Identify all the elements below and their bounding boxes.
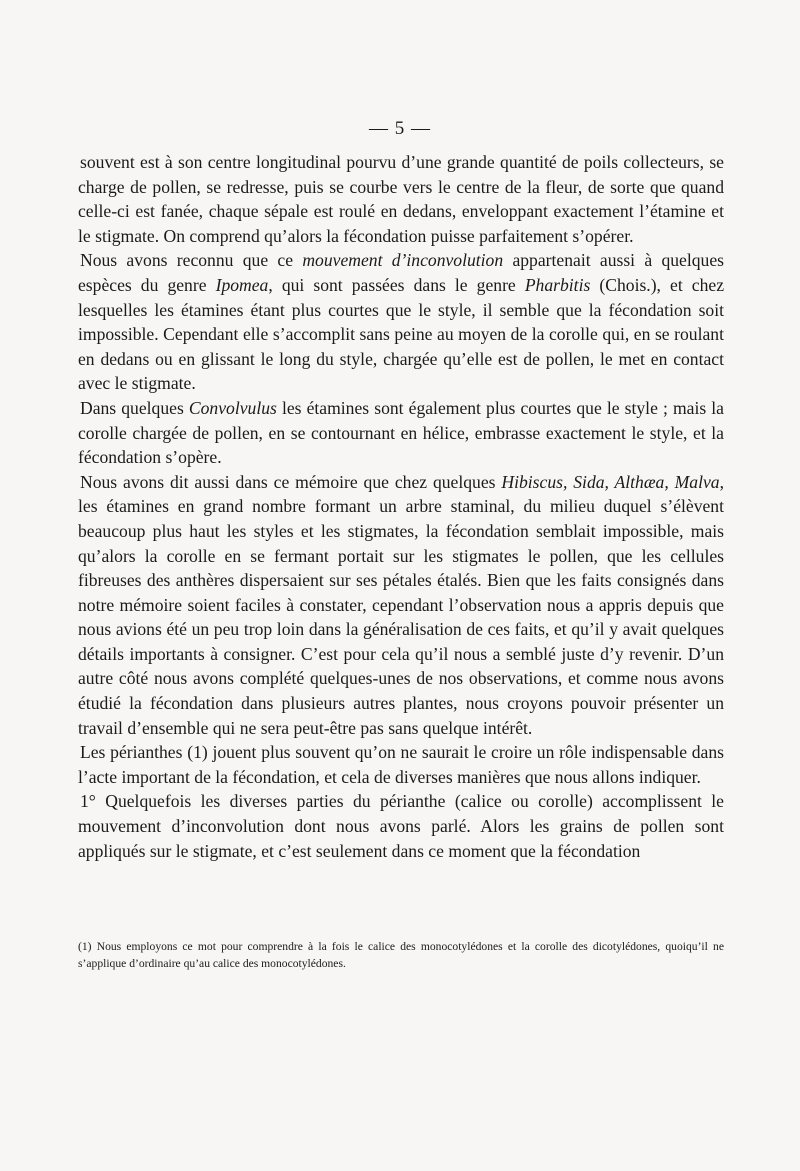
italic-term: Hibiscus, Sida, Althæa, Malva bbox=[501, 471, 720, 492]
paragraph-6 bbox=[78, 789, 724, 863]
page-number: — 5 — bbox=[369, 118, 431, 139]
paragraph-text: souvent est à son centre longitudinal pourvu d’une grande quantité de poils collecteurs, se charge de pollen, se redresse, puis se courbe vers le centre de la fleur, de sorte que quand celle-ci est fanée, chaque sépale est roulé en dedans, enveloppant exactement l’étamine et le stigmate. On comprend qu’alors la fécondation puisse parfaitement s’opérer. bbox=[78, 152, 724, 246]
paragraph-text: 1° Quelquefois les diverses parties du périanthe (calice ou corolle) accomplissent le mouvement d’inconvolution dont nous avons parlé. Alors les grains de pollen sont appliqués sur le stigmate, et c’est seulement dans ce moment que la fécondation bbox=[78, 791, 724, 861]
italic-term: Pharbitis bbox=[524, 274, 591, 295]
paragraph-text: (Chois.), et chez lesquelles les étamines étant plus courtes que le style, il semble que la fécondation soit impossible. Cependant elle s’accomplit sans peine au moyen de la corolle qui, en se roulant en dedans ou en glissant le long du style, chargée qu’elle est de pollen, le met en contact avec le stigmate. bbox=[78, 274, 725, 394]
paragraph-4 bbox=[78, 470, 724, 741]
paragraph-text: les étamines sont également plus courtes que le style ; mais la corolle chargée de pollen, en se contournant en hélice, embrasse exactement le style, et la fécondation s’opère. bbox=[78, 397, 724, 468]
paragraph-3 bbox=[78, 396, 724, 470]
paragraph-text: Nous avons dit aussi dans ce mémoire que chez quelques bbox=[80, 471, 502, 492]
footnote-text: (1) Nous employons ce mot pour comprendre à la fois le calice des monocotylédones et la corolle des dicotylédones, quoiqu’il ne s’applique d’ordinaire qu’au calice des monocotylédones. bbox=[78, 940, 724, 970]
body-text bbox=[78, 150, 724, 863]
paragraph-text: Les périanthes (1) jouent plus souvent qu’on ne saurait le croire un rôle indispensable dans l’acte important de la fécondation, et cela de diverses manières que nous allons indiquer. bbox=[78, 742, 724, 787]
paragraph-2 bbox=[78, 248, 724, 396]
italic-term: Ipomea bbox=[215, 274, 269, 295]
paragraph-text: , les étamines en grand nombre formant un arbre staminal, du milieu duquel s’élèvent beaucoup plus haut les styles et les stigmates, la fécondation semblait impossible, mais qu’alors la corolle en se fermant portait sur les stigmates le pollen, que les cellules fibreuses des anthères dispersaient sur ses pétales étalés. Bien que les faits consignés dans notre mémoire soient faciles à constater, cependant l’observation nous a appris depuis que nous avions été un peu trop loin dans la généralisation de ces faits, et qu’il y avait quelques détails importants à consigner. C’est pour cela qu’il nous a semblé juste d’y revenir. D’un autre côté nous avons complété quelques-unes de nos observations, et comme nous avons étudié la fécondation dans plusieurs autres plantes, nous croyons pouvoir présenter un travail d’ensemble qui ne sera peut-être pas sans quelque intérêt. bbox=[78, 471, 724, 738]
footnote bbox=[78, 938, 724, 972]
paragraph-5 bbox=[78, 740, 724, 789]
paragraph-text: Dans quelques bbox=[80, 397, 189, 418]
paragraph-1 bbox=[78, 150, 724, 248]
paragraph-text: appartenait aussi à quelques espèces du genre bbox=[78, 250, 725, 295]
paragraph-text: Nous avons reconnu que ce bbox=[80, 250, 303, 271]
paragraph-text: , qui sont passées dans le genre bbox=[268, 274, 525, 295]
italic-term: Convolvulus bbox=[188, 397, 277, 418]
italic-term: mouvement d’inconvolution bbox=[302, 250, 504, 271]
